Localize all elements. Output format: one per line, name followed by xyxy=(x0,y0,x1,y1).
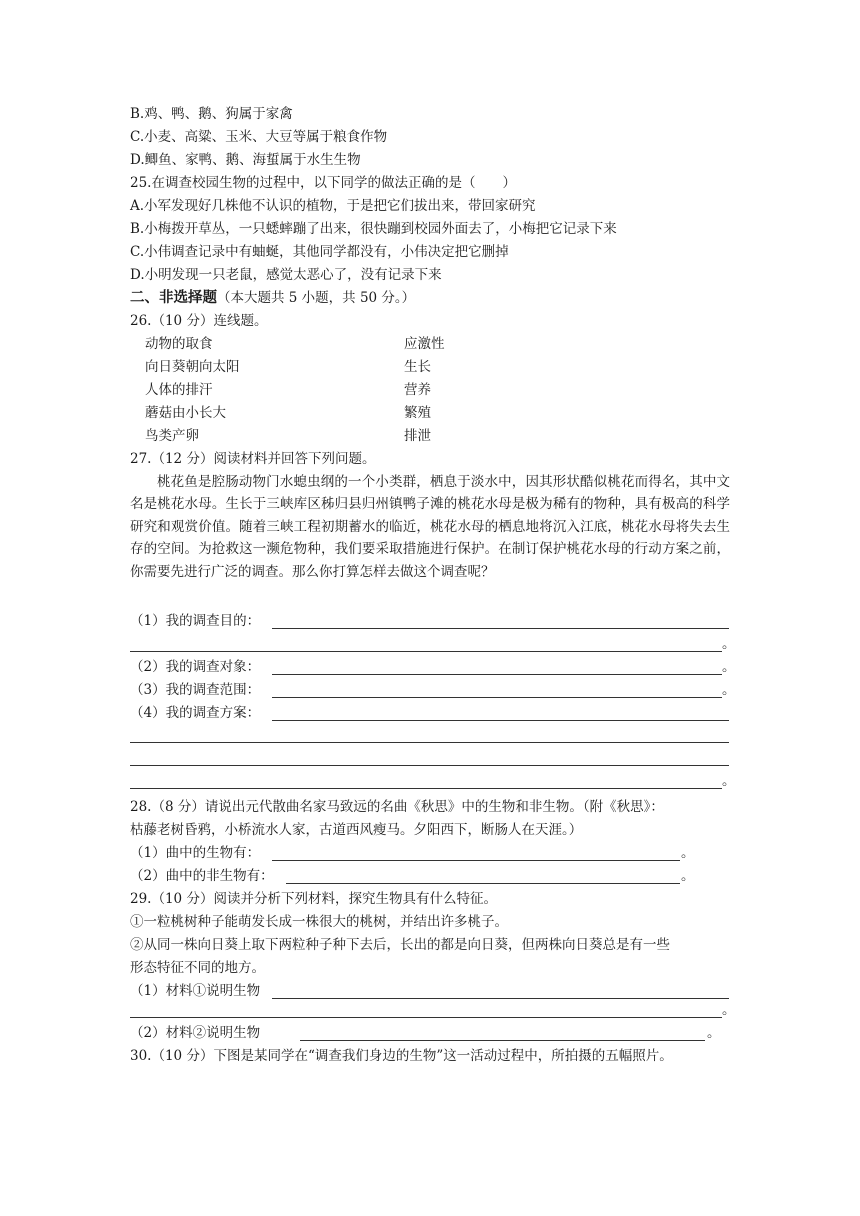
answer-line[interactable] xyxy=(272,628,729,629)
q26-stem: 26.（10 分）连线题。 xyxy=(130,313,268,329)
q29-material-1: ①一粒桃树种子能萌发长成一株很大的桃树，并结出许多桃子。 xyxy=(130,914,508,930)
section-note: （本大题共 5 小题，共 50 分。） xyxy=(217,290,416,306)
q29-material-2-line1: ②从同一株向日葵上取下两粒种子种下去后，长出的都是向日葵，但两株向日葵总是有一些 xyxy=(130,937,670,953)
period: 。 xyxy=(722,773,736,789)
answer-line[interactable] xyxy=(130,742,729,743)
q27-passage: 桃花鱼是腔肠动物门水螅虫纲的一个小类群，栖息于淡水中，因其形状酷似桃花而得名，其中文名是桃花水母。生长于三峡库区秭归县归州镇鸭子滩的桃花水母是极为稀有的物种，具有极高的科学研究和观赏价值。随着三峡工程初期蓄水的临近，桃花水母的栖息地将沉入江底，桃花水母将失去生存的空间。为抢救这一濒危物种，我们要采取措施进行保护。在制订保护桃花水母的行动方案之前，你需要先进行广泛的调查。那么你打算怎样去做这个调查呢？ xyxy=(130,474,730,580)
answer-line[interactable] xyxy=(130,1017,722,1018)
answer-line[interactable] xyxy=(272,860,680,861)
answer-line[interactable] xyxy=(272,697,722,698)
q24-option-d: D.鲫鱼、家鸭、鹅、海蜇属于水生生物 xyxy=(130,152,361,168)
q29-material-2-line2: 形态特征不同的地方。 xyxy=(130,960,265,976)
answer-line[interactable] xyxy=(130,651,722,652)
answer-line[interactable] xyxy=(272,998,729,999)
section-heading xyxy=(130,288,415,308)
q26-right-item: 生长 xyxy=(404,359,431,375)
q26-left-item: 向日葵朝向太阳 xyxy=(145,359,240,375)
q26-right-item: 排泄 xyxy=(404,428,431,444)
q27-prompt-plan: （4）我的调查方案： xyxy=(130,705,261,721)
period: 。 xyxy=(707,1025,721,1041)
q24-option-c: C.小麦、高粱、玉米、大豆等属于粮食作物 xyxy=(130,129,388,145)
q28-stem-line2: 枯藤老树昏鸦，小桥流水人家，古道西风瘦马。夕阳西下，断肠人在天涯。） xyxy=(130,822,583,838)
q29-prompt-2: （2）材料②说明生物 xyxy=(130,1025,261,1041)
q29-stem: 29.（10 分）阅读并分析下列材料，探究生物具有什么特征。 xyxy=(130,891,497,907)
answer-line[interactable] xyxy=(130,765,729,766)
q27-prompt-purpose: （1）我的调查目的： xyxy=(130,613,261,629)
q26-left-item: 鸟类产卵 xyxy=(145,428,199,444)
period: 。 xyxy=(722,659,736,675)
q25-option-a: A.小军发现好几株他不认识的植物，于是把它们拔出来，带回家研究 xyxy=(130,198,536,214)
period: 。 xyxy=(722,1002,736,1018)
answer-line[interactable] xyxy=(286,883,680,884)
period: 。 xyxy=(681,845,695,861)
answer-line[interactable] xyxy=(300,1040,705,1041)
q26-right-item: 繁殖 xyxy=(404,405,431,421)
q26-left-item: 蘑菇由小长大 xyxy=(145,405,226,421)
q26-left-item: 动物的取食 xyxy=(145,336,213,352)
answer-line[interactable] xyxy=(130,788,722,789)
q26-right-item: 应激性 xyxy=(404,336,445,352)
q24-option-b: B.鸡、鸭、鹅、狗属于家禽 xyxy=(130,106,293,122)
period: 。 xyxy=(681,868,695,884)
q25-stem: 25.在调查校园生物的过程中，以下同学的做法正确的是（ ） xyxy=(130,175,516,191)
period: 。 xyxy=(722,682,736,698)
q25-option-c: C.小伟调查记录中有蚰蜒，其他同学都没有，小伟决定把它删掉 xyxy=(130,244,509,260)
q27-prompt-scope: （3）我的调查范围： xyxy=(130,682,261,698)
q28-prompt-living: （1）曲中的生物有： xyxy=(130,845,261,861)
q26-right-item: 营养 xyxy=(404,382,431,398)
q27-stem: 27.（12 分）阅读材料并回答下列问题。 xyxy=(130,451,376,467)
answer-line[interactable] xyxy=(272,720,729,721)
q30-stem: 30.（10 分）下图是某同学在“调查我们身边的生物”这一活动过程中，所拍摄的五幅照片。 xyxy=(130,1048,673,1064)
q25-option-d: D.小明发现一只老鼠，感觉太恶心了，没有记录下来 xyxy=(130,267,442,283)
q29-prompt-1: （1）材料①说明生物 xyxy=(130,983,261,999)
period: 。 xyxy=(722,636,736,652)
section-title: 二、非选择题 xyxy=(130,289,217,306)
q28-prompt-nonliving: （2）曲中的非生物有： xyxy=(130,868,274,884)
q27-prompt-subject: （2）我的调查对象： xyxy=(130,659,261,675)
q28-stem-line1: 28.（8 分）请说出元代散曲名家马致远的名曲《秋思》中的生物和非生物。（附《秋思》： xyxy=(130,799,664,815)
q26-left-item: 人体的排汗 xyxy=(145,382,213,398)
answer-line[interactable] xyxy=(272,674,722,675)
q25-option-b: B.小梅拨开草丛，一只蟋蟀蹦了出来，很快蹦到校园外面去了，小梅把它记录下来 xyxy=(130,221,617,237)
